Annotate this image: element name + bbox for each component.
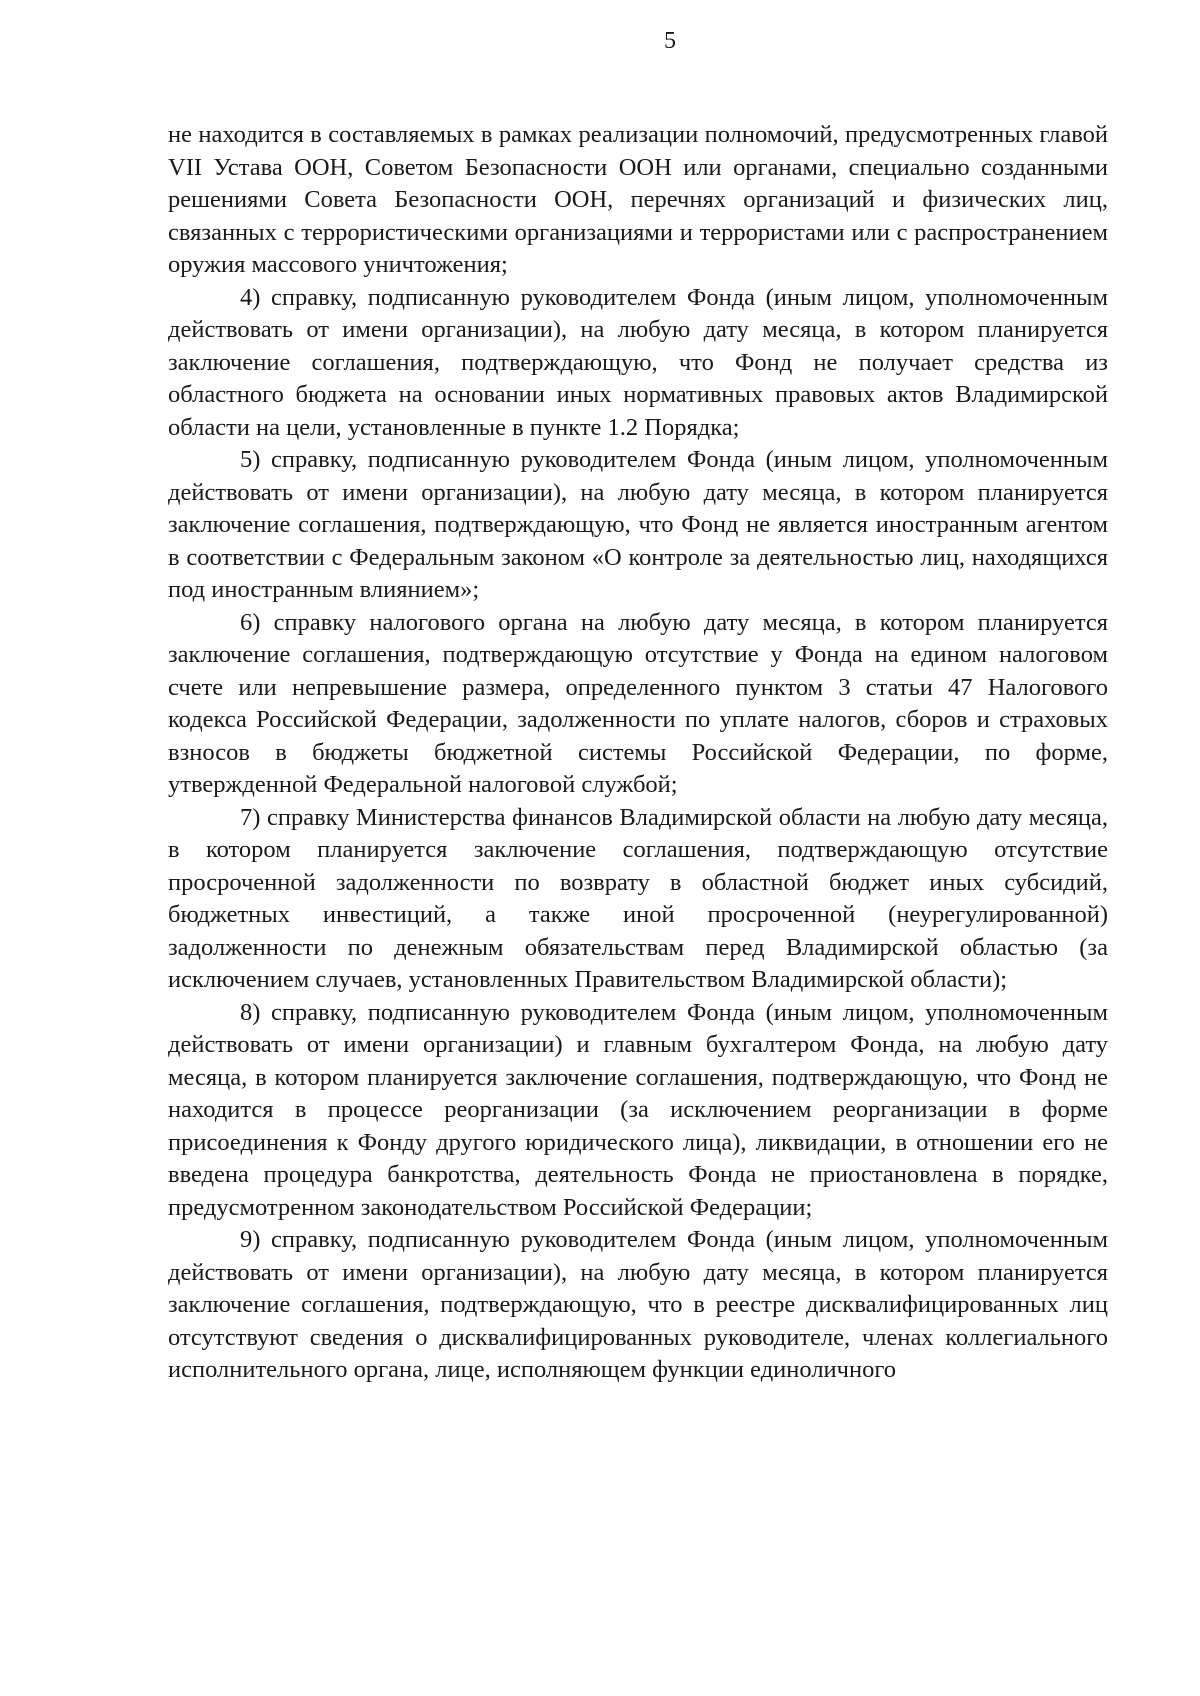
document-body xyxy=(168,119,1108,1387)
paragraph-item-7: 7) справку Министерства финансов Владимирской области на любую дату месяца, в котором планируется заключение соглашения, подтверждающую отсутствие просроченной задолженности по возврату в областной бюджет иных субсидий, бюджетных инвестиций, а также иной просроченной (неурегулированной) задолженности по денежным обязательствам перед Владимирской областью (за исключением случаев, установленных Правительством Владимирской области); xyxy=(168,803,1108,993)
paragraph-continuation: не находится в составляемых в рамках реализации полномочий, предусмотренных главой VII Устава ООН, Советом Безопасности ООН или органами, специально созданными решениями Совета Безопасности ООН, перечнях организаций и физических лиц, связанных с террористическими организациями и террористами или с распространением оружия массового уничтожения; xyxy=(168,121,1108,278)
page-number: 5 xyxy=(664,28,676,54)
paragraph-item-9: 9) справку, подписанную руководителем Фонда (иным лицом, уполномоченным действовать от имени организации), на любую дату месяца, в котором планируется заключение соглашения, подтверждающую, что в реестре дисквалифицированных лиц отсутствуют сведения о дисквалифицированных руководителе, членах коллегиального исполнительного органа, лице, исполняющем функции единоличного xyxy=(168,1226,1108,1383)
paragraph-item-5: 5) справку, подписанную руководителем Фонда (иным лицом, уполномоченным действовать от имени организации), на любую дату месяца, в котором планируется заключение соглашения, подтверждающую, что Фонд не является иностранным агентом в соответствии с Федеральным законом «О контроле за деятельностью лиц, находящихся под иностранным влиянием»; xyxy=(168,446,1108,603)
paragraph-item-8: 8) справку, подписанную руководителем Фонда (иным лицом, уполномоченным действовать от имени организации) и главным бухгалтером Фонда, на любую дату месяца, в котором планируется заключение соглашения, подтверждающую, что Фонд не находится в процессе реорганизации (за исключением реорганизации в форме присоединения к Фонду другого юридического лица), ликвидации, в отношении его не введена процедура банкротства, деятельность Фонда не приостановлена в порядке, предусмотренном законодательством Российской Федерации; xyxy=(168,998,1108,1221)
paragraph-item-6: 6) справку налогового органа на любую дату месяца, в котором планируется заключение соглашения, подтверждающую отсутствие у Фонда на едином налоговом счете или непревышение размера, определенного пунктом 3 статьи 47 Налогового кодекса Российской Федерации, задолженности по уплате налогов, сборов и страховых взносов в бюджеты бюджетной системы Российской Федерации, по форме, утвержденной Федеральной налоговой службой; xyxy=(168,608,1108,798)
paragraph-item-4: 4) справку, подписанную руководителем Фонда (иным лицом, уполномоченным действовать от имени организации), на любую дату месяца, в котором планируется заключение соглашения, подтверждающую, что Фонд не получает средства из областного бюджета на основании иных нормативных правовых актов Владимирской области на цели, установленные в пункте 1.2 Порядка; xyxy=(168,283,1108,441)
